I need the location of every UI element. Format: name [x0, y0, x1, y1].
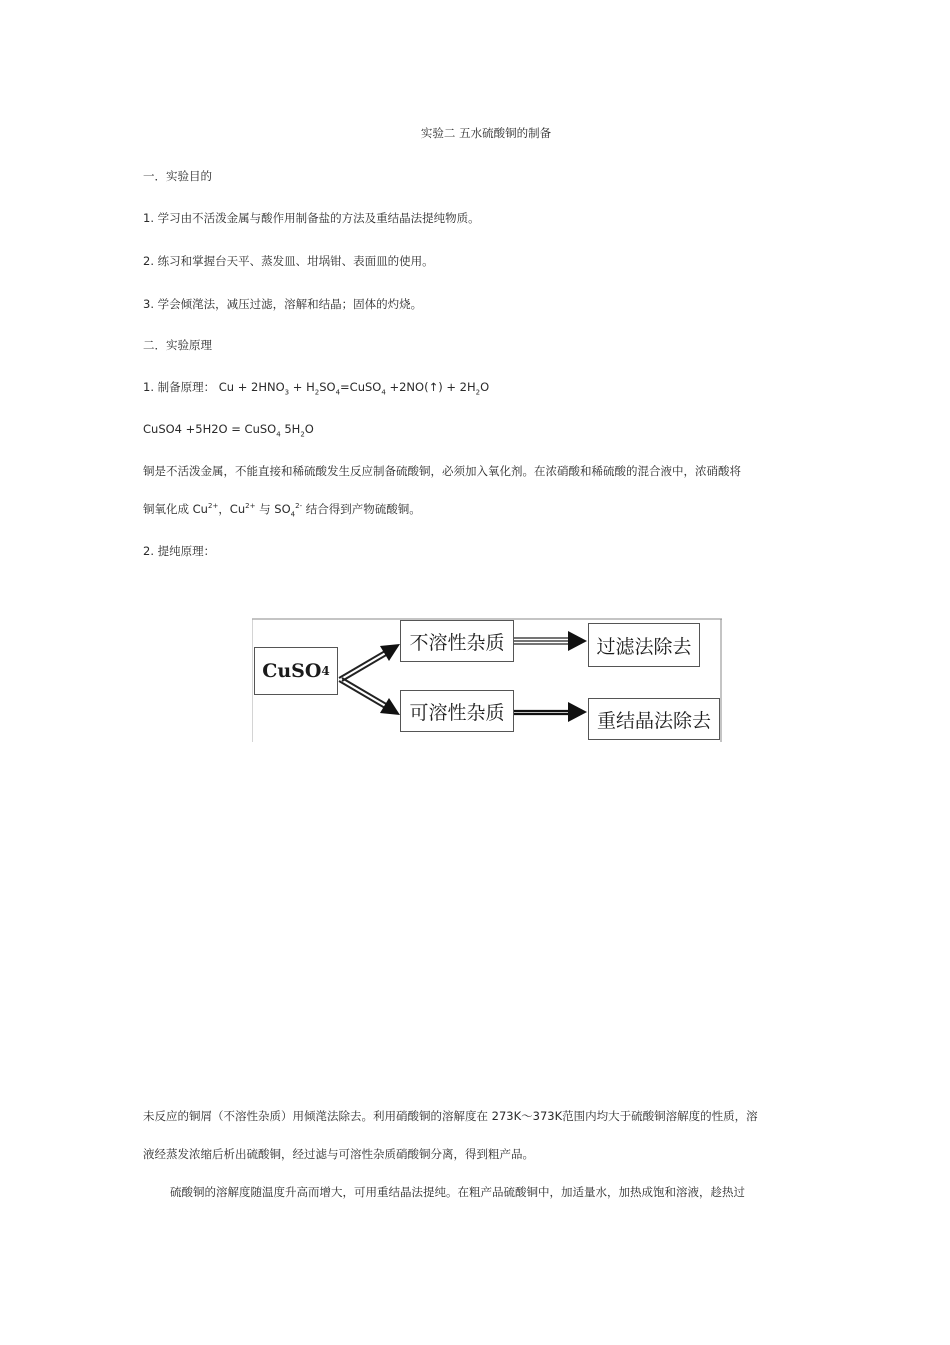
- arrow-to-insoluble: [339, 651, 388, 681]
- cuso4-label: CuSO: [262, 660, 322, 682]
- subscript: 4: [276, 430, 281, 439]
- section-heading-objectives: 一．实验目的: [143, 169, 212, 183]
- paragraph-recrystallization-line-1: 硫酸铜的溶解度随温度升高而增大，可用重结晶法提纯。在粗产品硫酸铜中，加适量水，加热成饱和溶液，趁热过: [170, 1185, 745, 1199]
- purification-diagram: [252, 618, 722, 742]
- filtration-box: 过滤法除去: [588, 623, 700, 667]
- paragraph-text: 结合得到产物硫酸铜。: [302, 502, 421, 516]
- subscript: 4: [381, 388, 386, 397]
- arrow-to-soluble: [339, 678, 388, 708]
- superscript: 2+: [245, 502, 256, 511]
- superscript: 2-: [295, 502, 303, 511]
- subscript: 4: [335, 388, 341, 397]
- purification-heading: 2. 提纯原理：: [143, 544, 216, 558]
- subscript: 3: [284, 388, 290, 397]
- arrow-to-recrystal: [514, 711, 570, 714]
- equation-text: 5H: [280, 422, 301, 436]
- objective-item-3: 3. 学会倾滗法，减压过滤，溶解和结晶；固体的灼烧。: [143, 297, 423, 311]
- insoluble-impurity-box: 不溶性杂质: [400, 620, 514, 662]
- equation-text: CuSO4 +5H2O = CuSO: [143, 422, 277, 436]
- equation-text: +2NO(↑) + 2H: [385, 380, 476, 394]
- hydration-equation: [143, 421, 314, 437]
- equation-text: 1. 制备原理： Cu + 2HNO: [143, 380, 285, 394]
- subscript: 2: [475, 388, 481, 397]
- equation-text: =CuSO: [340, 380, 382, 394]
- subscript: 2: [300, 430, 305, 439]
- equation-text: O: [480, 380, 490, 394]
- subscript: 4: [290, 510, 296, 519]
- objective-item-1: 1. 学习由不活泼金属与酸作用制备盐的方法及重结晶法提纯物质。: [143, 211, 480, 225]
- superscript: 2+: [207, 502, 219, 511]
- paragraph-text: ，Cu: [218, 502, 246, 516]
- equation-text: O: [304, 422, 314, 436]
- paragraph-purification-line-1: 未反应的铜屑（不溶性杂质）用倾滗法除去。利用硝酸铜的溶解度在 273K～373K范围内均大于硫酸铜溶解度的性质，溶: [143, 1109, 758, 1123]
- subscript: 2: [314, 388, 320, 397]
- paragraph-oxidation-line-2: [143, 501, 421, 517]
- equation-text: + H: [289, 380, 315, 394]
- paragraph-text: 铜氧化成 Cu: [143, 502, 208, 516]
- paragraph-oxidation-line-1: 铜是不活泼金属，不能直接和稀硫酸发生反应制备硫酸铜，必须加入氧化剂。在浓硝酸和稀硫酸的混合液中，浓硝酸将: [143, 464, 741, 478]
- objective-item-2: 2. 练习和掌握台天平、蒸发皿、坩埚钳、表面皿的使用。: [143, 254, 434, 268]
- paragraph-text: 与 SO: [255, 502, 291, 516]
- arrow-to-filter: [514, 638, 570, 644]
- recrystallization-box: 重结晶法除去: [588, 698, 720, 740]
- cuso4-box: CuSO 4: [254, 647, 338, 695]
- paragraph-purification-line-2: 液经蒸发浓缩后析出硫酸铜，经过滤与可溶性杂质硝酸铜分离，得到粗产品。: [143, 1147, 534, 1161]
- document-title: 实验二 五水硫酸铜的制备: [420, 126, 552, 140]
- soluble-impurity-box: 可溶性杂质: [400, 690, 514, 732]
- preparation-equation: [143, 379, 489, 395]
- arrowhead: [568, 702, 587, 722]
- arrowhead: [568, 631, 587, 651]
- equation-text: SO: [319, 380, 336, 394]
- section-heading-principles: 二．实验原理: [143, 338, 212, 352]
